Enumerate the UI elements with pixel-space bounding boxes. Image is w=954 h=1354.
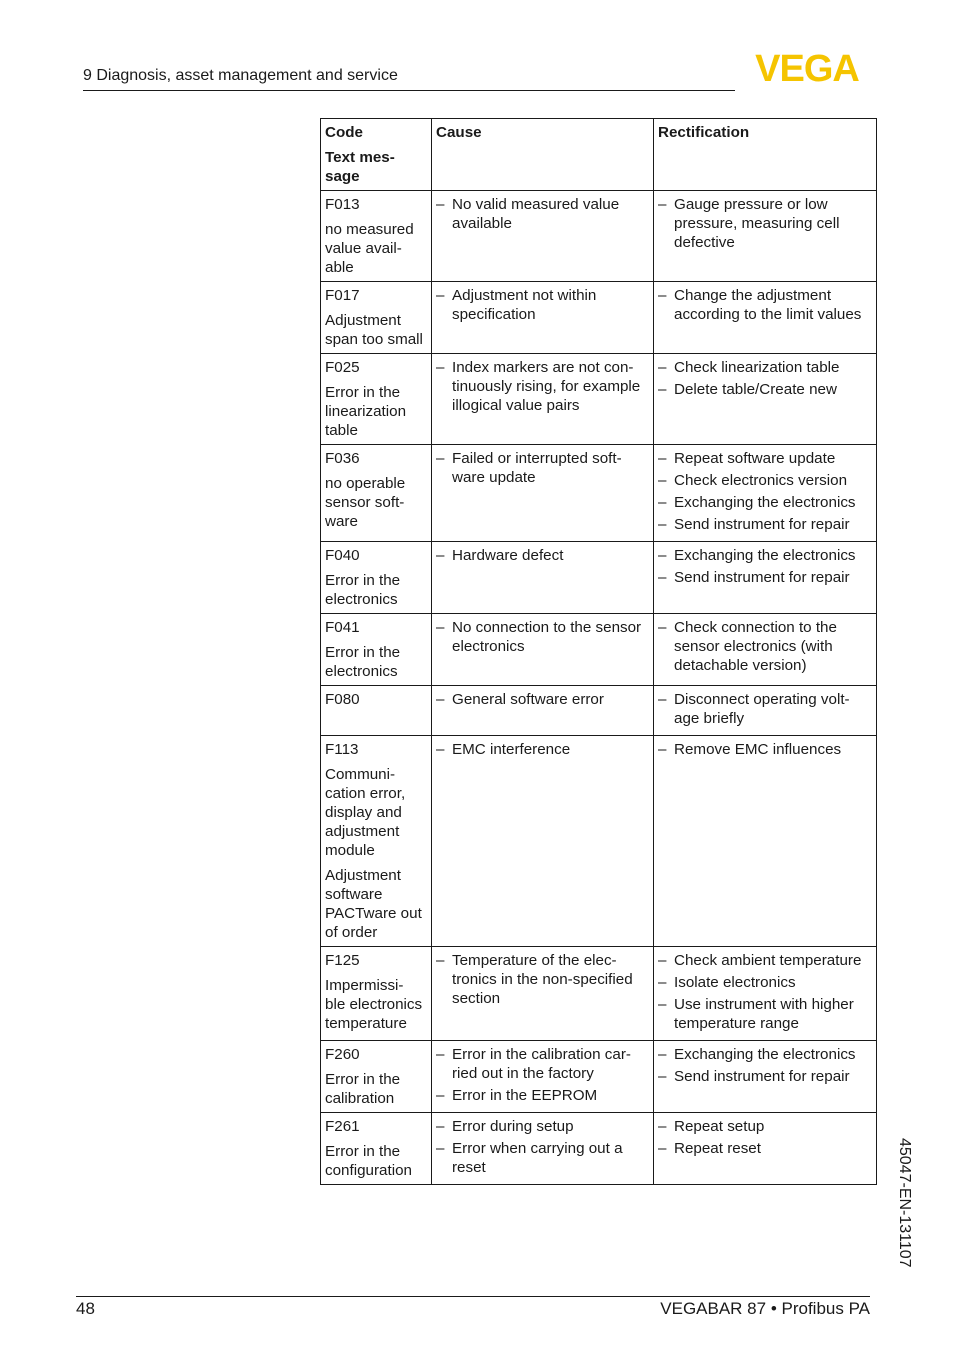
code-cell [321,354,432,445]
table-row [321,614,877,686]
cause-cell [432,542,654,614]
cause-cell [432,614,654,686]
error-code: F036 [325,450,360,467]
error-code: F261 [325,1118,360,1135]
rectification-cell [654,686,877,736]
cause-cell [432,445,654,542]
cause-item: – EMC interference [436,740,649,759]
product-name: VEGABAR 87 • Profibus PA [660,1299,870,1318]
table-row [321,191,877,282]
text-message: Adjustment span too small [325,312,423,348]
cause-item: – General software error [436,690,649,709]
rectification-list [658,1045,872,1086]
error-code: F017 [325,287,360,304]
footer-divider [76,1296,870,1297]
cause-list [436,690,649,709]
rectification-cell [654,736,877,947]
text-message: Error in the electronics [325,644,401,680]
svg-text:VEGA: VEGA [755,52,859,84]
rectification-list [658,951,872,1033]
code-cell [321,282,432,354]
text-message: no operable sensor soft- ware [325,475,406,530]
header-cause: Cause [432,119,654,191]
error-code: F025 [325,359,360,376]
code-cell [321,1113,432,1185]
rectification-item: – Exchanging the electronics [658,493,872,512]
rectification-list [658,618,872,675]
section-title: 9 Diagnosis, asset management and service [83,67,398,84]
cause-list [436,618,649,656]
cause-cell [432,282,654,354]
text-message: Error in the linearization table [325,384,407,439]
rectification-item: – Disconnect operating volt- age briefly [658,690,872,728]
rectification-item: – Send instrument for repair [658,568,872,587]
rectification-list [658,1117,872,1158]
text-message: Error in the electronics [325,572,401,608]
rectification-list [658,449,872,534]
cause-item: – Temperature of the elec- tronics in the non-specified section [436,951,649,1008]
header-divider [83,90,735,91]
rectification-item: – Repeat reset [658,1139,872,1158]
rectification-list [658,546,872,587]
cause-item: – Index markers are not con- tinuously rising, for example illogical value pairs [436,358,649,415]
table-row [321,736,877,947]
rectification-item: – Gauge pressure or low pressure, measuring cell defective [658,195,872,252]
text-message: no measured value avail- able [325,221,414,276]
rectification-item: – Exchanging the electronics [658,546,872,565]
cause-cell [432,1113,654,1185]
rectification-cell [654,542,877,614]
error-code: F125 [325,952,360,969]
table-row [321,542,877,614]
cause-cell [432,736,654,947]
table-row [321,1113,877,1185]
rectification-list [658,690,872,728]
code-cell [321,614,432,686]
cause-item: – Failed or interrupted soft- ware update [436,449,649,487]
code-cell [321,445,432,542]
rectification-item: – Check linearization table [658,358,872,377]
rectification-cell [654,445,877,542]
table-row [321,1041,877,1113]
rectification-list [658,740,872,759]
text-message: Adjustment software PACTware out of order [325,867,422,941]
cause-list [436,951,649,1008]
rectification-item: – Change the adjustment according to the limit values [658,286,872,324]
rectification-item: – Check ambient temperature [658,951,872,970]
cause-cell [432,686,654,736]
table-row [321,947,877,1041]
rectification-cell [654,1041,877,1113]
rectification-item: – Check electronics version [658,471,872,490]
cause-item: – Hardware defect [436,546,649,565]
rectification-cell [654,191,877,282]
text-message: Error in the calibration [325,1071,401,1107]
rectification-list [658,195,872,252]
cause-list [436,546,649,565]
error-code: F260 [325,1046,360,1063]
cause-cell [432,191,654,282]
cause-list [436,1045,649,1105]
text-message: Error in the configuration [325,1143,412,1179]
error-code: F040 [325,547,360,564]
cause-item: – No connection to the sensor electronics [436,618,649,656]
cause-list [436,740,649,759]
cause-item: – No valid measured value available [436,195,649,233]
rectification-cell [654,1113,877,1185]
cause-item: – Error when carrying out a reset [436,1139,649,1177]
diagnosis-table [320,118,877,1185]
rectification-item: – Repeat setup [658,1117,872,1136]
rectification-cell [654,614,877,686]
rectification-item: – Check connection to the sensor electronics (with detachable version) [658,618,872,675]
table-row [321,445,877,542]
document-id: 45047-EN-131107 [896,1138,913,1268]
error-code: F013 [325,196,360,213]
error-code: F041 [325,619,360,636]
rectification-item: – Exchanging the electronics [658,1045,872,1064]
page-number: 48 [76,1299,95,1318]
cause-list [436,358,649,415]
rectification-list [658,358,872,399]
code-cell [321,686,432,736]
rectification-item: – Remove EMC influences [658,740,872,759]
header-rectification: Rectification [654,119,877,191]
text-message: Communi- cation error, display and adjustment module [325,766,406,859]
code-cell [321,191,432,282]
code-cell [321,736,432,947]
cause-list [436,1117,649,1177]
cause-list [436,195,649,233]
table-row [321,686,877,736]
rectification-list [658,286,872,324]
cause-cell [432,354,654,445]
text-message: Impermissi- ble electronics temperature [325,977,423,1032]
rectification-cell [654,354,877,445]
cause-list [436,286,649,324]
cause-item: – Adjustment not within specification [436,286,649,324]
rectification-cell [654,947,877,1041]
header-code: Code Text mes- sage [321,119,432,191]
table-row [321,354,877,445]
rectification-item: – Repeat software update [658,449,872,468]
cause-cell [432,1041,654,1113]
table-row [321,282,877,354]
rectification-item: – Delete table/Create new [658,380,872,399]
code-cell [321,542,432,614]
cause-list [436,449,649,487]
cause-item: – Error during setup [436,1117,649,1136]
table-header-row [321,119,877,191]
rectification-item: – Send instrument for repair [658,515,872,534]
rectification-item: – Use instrument with higher temperature range [658,995,872,1033]
rectification-item: – Isolate electronics [658,973,872,992]
cause-item: – Error in the EEPROM [436,1086,649,1105]
code-cell [321,1041,432,1113]
cause-cell [432,947,654,1041]
cause-item: – Error in the calibration car- ried out in the factory [436,1045,649,1083]
rectification-cell [654,282,877,354]
error-code: F113 [325,741,359,758]
error-code: F080 [325,691,360,708]
rectification-item: – Send instrument for repair [658,1067,872,1086]
vega-logo [741,52,873,84]
code-cell [321,947,432,1041]
